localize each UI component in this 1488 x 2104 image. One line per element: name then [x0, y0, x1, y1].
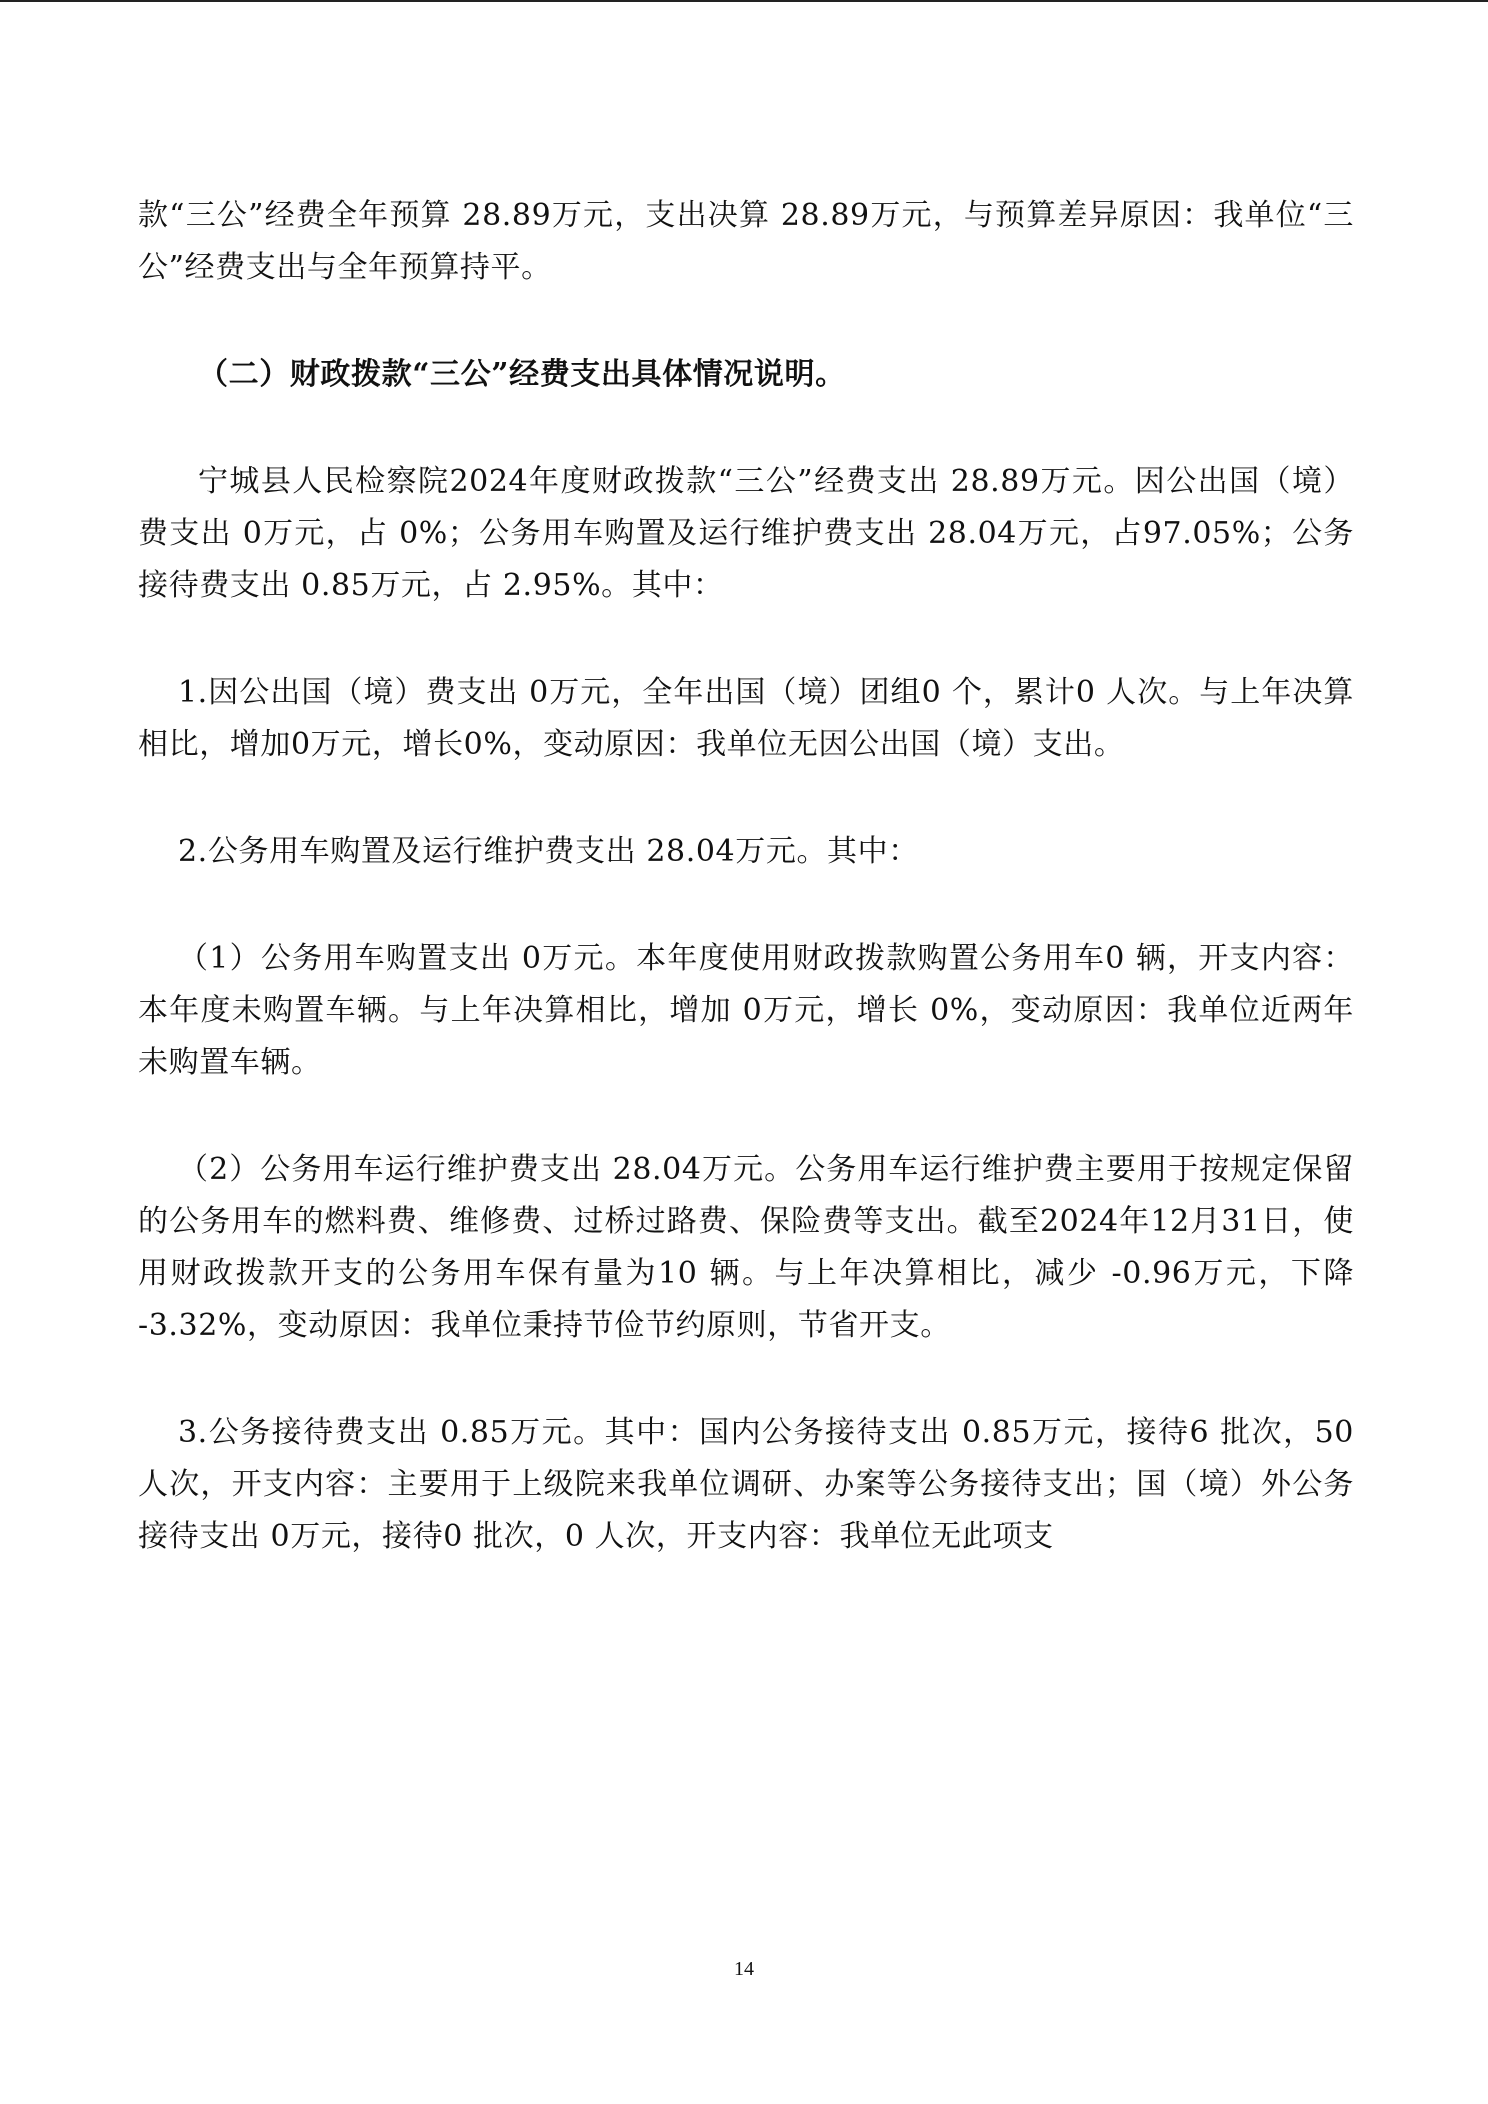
- document-page: [138, 190, 1354, 1618]
- paragraph-item-1: 1.因公出国（境）费支出 0万元，全年出国（境）团组0 个，累计0 人次。与上年决算相比，增加0万元，增长0%，变动原因：我单位无因公出国（境）支出。: [138, 675, 1354, 762]
- paragraph-item-2-2: （2）公务用车运行维护费支出 28.04万元。公务用车运行维护费主要用于按规定保留的公务用车的燃料费、维修费、过桥过路费、保险费等支出。截至2024年12月31日，使用财政拨款开支的公务用车保有量为10 辆。与上年决算相比，减少 -0.96万元，下降 -3.32%，变动原因：我单位秉持节俭节约原则，节省开支。: [138, 1152, 1354, 1343]
- paragraph-item-3: 3.公务接待费支出 0.85万元。其中：国内公务接待支出 0.85万元，接待6 批次，50 人次，开支内容：主要用于上级院来我单位调研、办案等公务接待支出；国（境）外公务接待支出 0万元，接待0 批次，0 人次，开支内容：我单位无此项支: [138, 1415, 1354, 1554]
- paragraph-item-2: 2.公务用车购置及运行维护费支出 28.04万元。其中：: [178, 834, 919, 869]
- top-border-line: [0, 0, 1488, 2]
- section-heading: （二）财政拨款“三公”经费支出具体情况说明。: [198, 357, 846, 392]
- page-number: 14: [734, 1958, 754, 1980]
- paragraph-summary: 宁城县人民检察院2024年度财政拨款“三公”经费支出 28.89万元。因公出国（境）费支出 0万元，占 0%；公务用车购置及运行维护费支出 28.04万元，占97.05%；公务接待费支出 0.85万元，占 2.95%。其中：: [138, 464, 1354, 603]
- paragraph-item-2-1: （1）公务用车购置支出 0万元。本年度使用财政拨款购置公务用车0 辆，开支内容：本年度未购置车辆。与上年决算相比，增加 0万元，增长 0%，变动原因：我单位近两年未购置车辆。: [138, 941, 1354, 1080]
- paragraph-intro-continuation: 款“三公”经费全年预算 28.89万元，支出决算 28.89万元，与预算差异原因：我单位“三公”经费支出与全年预算持平。: [138, 198, 1354, 285]
